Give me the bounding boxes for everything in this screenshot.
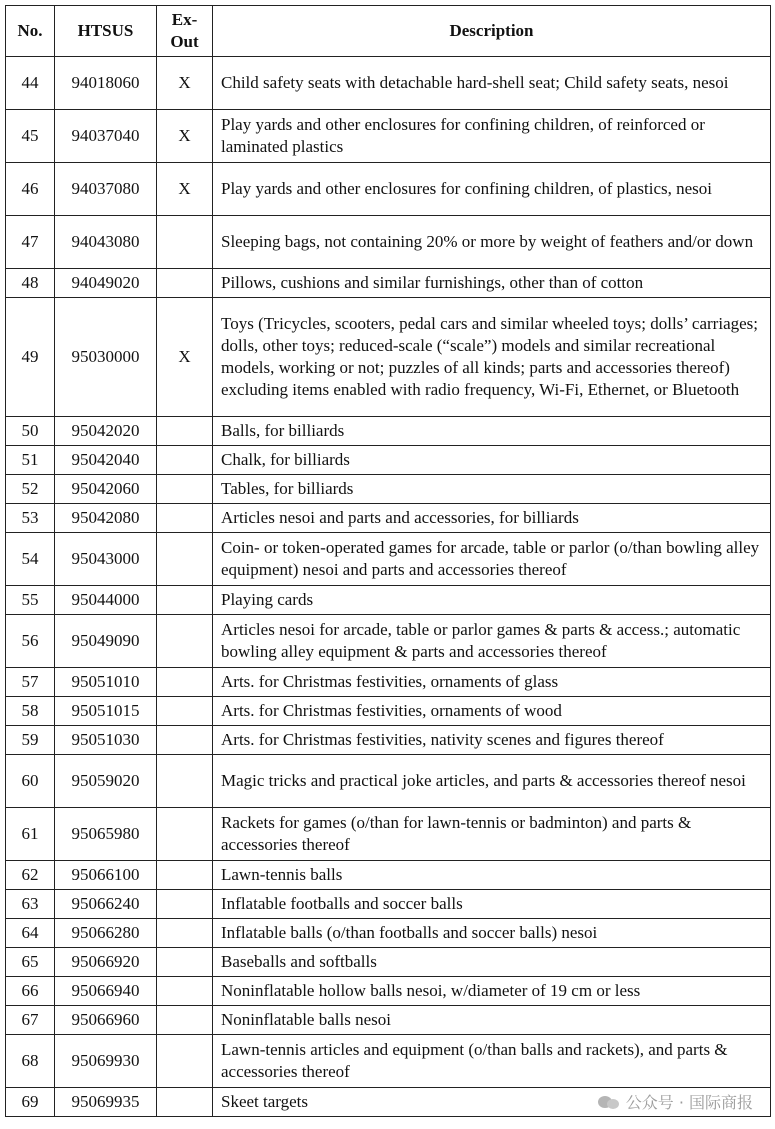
cell-htsus: 95042060 xyxy=(55,475,157,504)
cell-no: 61 xyxy=(6,808,55,861)
header-exout: Ex-Out xyxy=(157,6,213,57)
table-row xyxy=(6,726,771,755)
cell-description: Arts. for Christmas festivities, nativity scenes and figures thereof xyxy=(213,726,771,755)
cell-htsus: 94043080 xyxy=(55,216,157,269)
cell-description: Inflatable balls (o/than footballs and soccer balls) nesoi xyxy=(213,919,771,948)
cell-htsus: 95069935 xyxy=(55,1088,157,1117)
table-row xyxy=(6,861,771,890)
cell-htsus: 95066960 xyxy=(55,1006,157,1035)
cell-exout xyxy=(157,417,213,446)
table-row xyxy=(6,475,771,504)
cell-description: Sleeping bags, not containing 20% or more by weight of feathers and/or down xyxy=(213,216,771,269)
cell-exout xyxy=(157,861,213,890)
cell-no: 58 xyxy=(6,697,55,726)
cell-no: 66 xyxy=(6,977,55,1006)
cell-description: Arts. for Christmas festivities, ornaments of glass xyxy=(213,668,771,697)
cell-no: 68 xyxy=(6,1035,55,1088)
cell-description: Noninflatable hollow balls nesoi, w/diameter of 19 cm or less xyxy=(213,977,771,1006)
table-row xyxy=(6,890,771,919)
cell-htsus: 95066280 xyxy=(55,919,157,948)
table-row xyxy=(6,417,771,446)
cell-htsus: 94037040 xyxy=(55,110,157,163)
cell-exout xyxy=(157,269,213,298)
cell-exout xyxy=(157,504,213,533)
cell-htsus: 95030000 xyxy=(55,298,157,417)
table-row xyxy=(6,1035,771,1088)
cell-htsus: 95042080 xyxy=(55,504,157,533)
table-row xyxy=(6,919,771,948)
header-htsus: HTSUS xyxy=(55,6,157,57)
cell-exout: X xyxy=(157,110,213,163)
cell-no: 47 xyxy=(6,216,55,269)
table-row xyxy=(6,110,771,163)
cell-no: 54 xyxy=(6,533,55,586)
cell-no: 51 xyxy=(6,446,55,475)
cell-description: Tables, for billiards xyxy=(213,475,771,504)
cell-htsus: 95042040 xyxy=(55,446,157,475)
cell-description: Playing cards xyxy=(213,586,771,615)
cell-description: Articles nesoi and parts and accessories, for billiards xyxy=(213,504,771,533)
table-row xyxy=(6,1006,771,1035)
cell-exout xyxy=(157,948,213,977)
cell-no: 67 xyxy=(6,1006,55,1035)
cell-no: 52 xyxy=(6,475,55,504)
cell-htsus: 95042020 xyxy=(55,417,157,446)
table-row xyxy=(6,163,771,216)
cell-exout xyxy=(157,533,213,586)
cell-exout: X xyxy=(157,57,213,110)
cell-exout xyxy=(157,919,213,948)
table-row xyxy=(6,533,771,586)
cell-exout: X xyxy=(157,163,213,216)
header-row xyxy=(6,6,771,57)
cell-htsus: 95069930 xyxy=(55,1035,157,1088)
cell-htsus: 95043000 xyxy=(55,533,157,586)
cell-exout xyxy=(157,977,213,1006)
cell-exout xyxy=(157,446,213,475)
cell-htsus: 95059020 xyxy=(55,755,157,808)
watermark-text: 公众号 · 国际商报 xyxy=(625,1093,753,1112)
cell-description: Articles nesoi for arcade, table or parlor games & parts & access.; automatic bowling alley equipment & parts and accessories thereof xyxy=(213,615,771,668)
cell-description: Lawn-tennis balls xyxy=(213,861,771,890)
cell-htsus: 95066100 xyxy=(55,861,157,890)
cell-description: Chalk, for billiards xyxy=(213,446,771,475)
cell-description: Coin- or token-operated games for arcade, table or parlor (o/than bowling alley equipment) nesoi and parts and accessories thereof xyxy=(213,533,771,586)
cell-description: Inflatable footballs and soccer balls xyxy=(213,890,771,919)
cell-no: 57 xyxy=(6,668,55,697)
cell-exout xyxy=(157,755,213,808)
table-row xyxy=(6,808,771,861)
cell-htsus: 94037080 xyxy=(55,163,157,216)
cell-htsus: 95049090 xyxy=(55,615,157,668)
cell-no: 59 xyxy=(6,726,55,755)
cell-no: 49 xyxy=(6,298,55,417)
cell-exout xyxy=(157,890,213,919)
cell-no: 65 xyxy=(6,948,55,977)
cell-description: Arts. for Christmas festivities, ornaments of wood xyxy=(213,697,771,726)
cell-htsus: 94049020 xyxy=(55,269,157,298)
cell-description: Pillows, cushions and similar furnishings, other than of cotton xyxy=(213,269,771,298)
table-row xyxy=(6,57,771,110)
cell-htsus: 95051015 xyxy=(55,697,157,726)
cell-htsus: 95066920 xyxy=(55,948,157,977)
cell-no: 46 xyxy=(6,163,55,216)
cell-description: Rackets for games (o/than for lawn-tennis or badminton) and parts & accessories thereof xyxy=(213,808,771,861)
cell-exout xyxy=(157,1035,213,1088)
cell-description: Toys (Tricycles, scooters, pedal cars and similar wheeled toys; dolls’ carriages; dolls, other toys; reduced-scale (“scale”) models and similar recreational models, working or not; puzzles of all kinds; parts and accessories thereof) excluding items enabled with radio frequency, Wi-Fi, Ethernet, or Bluetooth xyxy=(213,298,771,417)
header-no: No. xyxy=(6,6,55,57)
cell-htsus: 95044000 xyxy=(55,586,157,615)
cell-exout xyxy=(157,1088,213,1117)
table-row xyxy=(6,446,771,475)
table-row xyxy=(6,298,771,417)
table-row xyxy=(6,948,771,977)
cell-no: 48 xyxy=(6,269,55,298)
cell-description: Skeet targets xyxy=(213,1088,771,1117)
cell-no: 45 xyxy=(6,110,55,163)
cell-no: 64 xyxy=(6,919,55,948)
cell-exout xyxy=(157,808,213,861)
cell-description: Lawn-tennis articles and equipment (o/than balls and rackets), and parts & accessories thereof xyxy=(213,1035,771,1088)
cell-no: 63 xyxy=(6,890,55,919)
cell-no: 50 xyxy=(6,417,55,446)
cell-exout xyxy=(157,726,213,755)
table-row xyxy=(6,697,771,726)
table-row xyxy=(6,504,771,533)
cell-exout xyxy=(157,697,213,726)
cell-description: Balls, for billiards xyxy=(213,417,771,446)
cell-htsus: 95066940 xyxy=(55,977,157,1006)
cell-exout xyxy=(157,475,213,504)
cell-no: 56 xyxy=(6,615,55,668)
cell-description: Child safety seats with detachable hard-shell seat; Child safety seats, nesoi xyxy=(213,57,771,110)
table-row xyxy=(6,668,771,697)
wechat-icon xyxy=(598,1094,620,1110)
cell-exout xyxy=(157,668,213,697)
cell-no: 53 xyxy=(6,504,55,533)
header-description: Description xyxy=(213,6,771,57)
table-row xyxy=(6,977,771,1006)
table-row xyxy=(6,586,771,615)
cell-htsus: 94018060 xyxy=(55,57,157,110)
cell-htsus: 95065980 xyxy=(55,808,157,861)
cell-exout xyxy=(157,1006,213,1035)
cell-no: 55 xyxy=(6,586,55,615)
cell-exout xyxy=(157,216,213,269)
cell-description: Play yards and other enclosures for confining children, of plastics, nesoi xyxy=(213,163,771,216)
cell-exout: X xyxy=(157,298,213,417)
cell-htsus: 95051010 xyxy=(55,668,157,697)
cell-exout xyxy=(157,586,213,615)
cell-htsus: 95051030 xyxy=(55,726,157,755)
cell-description: Noninflatable balls nesoi xyxy=(213,1006,771,1035)
cell-no: 44 xyxy=(6,57,55,110)
cell-description: Play yards and other enclosures for confining children, of reinforced or laminated plastics xyxy=(213,110,771,163)
cell-description: Baseballs and softballs xyxy=(213,948,771,977)
cell-description: Magic tricks and practical joke articles, and parts & accessories thereof nesoi xyxy=(213,755,771,808)
table-row xyxy=(6,216,771,269)
cell-exout xyxy=(157,615,213,668)
table-row xyxy=(6,755,771,808)
cell-no: 69 xyxy=(6,1088,55,1117)
table-body xyxy=(6,57,771,1117)
watermark xyxy=(598,1090,753,1113)
table-row xyxy=(6,269,771,298)
htsus-table xyxy=(5,5,771,1117)
cell-no: 60 xyxy=(6,755,55,808)
cell-no: 62 xyxy=(6,861,55,890)
cell-htsus: 95066240 xyxy=(55,890,157,919)
table-row xyxy=(6,615,771,668)
